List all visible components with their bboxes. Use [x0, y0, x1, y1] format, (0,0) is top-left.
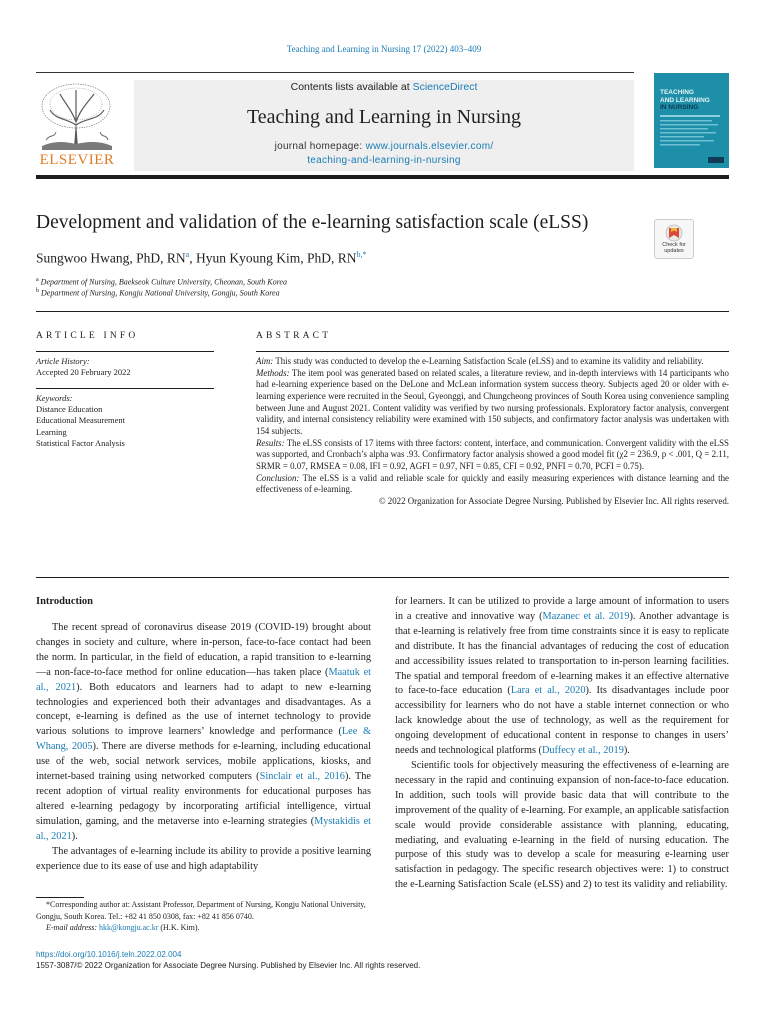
corresponding-author-footnote [36, 899, 371, 934]
check-for-updates-icon [655, 222, 693, 244]
corresponding-author-text: *Corresponding author at: Assistant Professor, Department of Nursing, Kongju National University, Gongju, South Korea. Tel.: +82 41 850 0308, fax: +82 41 856 0740. [36, 900, 366, 921]
keyword-item: Distance Education [36, 404, 103, 415]
left-paragraph-2: The advantages of e-learning include its ability to provide a positive learning experience due to its ease of use and high adaptability [36, 845, 371, 872]
email-link[interactable]: hkk@kongju.ac.kr [99, 923, 159, 932]
homepage-prefix: journal homepage: [274, 141, 366, 152]
methods-label: Methods: [256, 367, 290, 378]
article-info-top-rule [36, 311, 729, 312]
text-run: ). Both educators and learners had to adapt to new e-learning technologies and experienced both their advantages and disadvantages. As a concept, e-learning is defined as the use of internet technology to provide various solutions to improve learners’ knowledge and performance ( [36, 681, 371, 738]
abstract-methods [256, 368, 729, 438]
text-run: The recent spread of coronavirus disease 2019 (COVID-19) brought about changes in society and culture, where in-person, face-to-face contact had been the norm. In particular, in the field of education, a rapid transition to e-learning—a non-face-to-face method for online education—has taken place ( [36, 622, 371, 678]
conclusion-label: Conclusion: [256, 472, 300, 483]
journal-title: Teaching and Learning in Nursing [246, 106, 522, 128]
results-label: Results: [256, 437, 285, 448]
article-info-rule-2 [36, 388, 214, 389]
author-1-name: Sungwoo Hwang, PhD, RN [36, 250, 186, 266]
homepage-link-part-2[interactable]: teaching-and-learning-in-nursing [307, 155, 461, 166]
citation-link[interactable]: Mystakidis et al., 2021 [36, 815, 371, 842]
text-run: ). The recent adoption of virtual reality environments for educational purposes has altered e-learning pedagogy by incorporating artificial intelligence, virtual simulation, gaming, and the metaverse into e-learning strategies ( [36, 771, 371, 827]
footnote-rule [36, 897, 84, 898]
affiliation-b [36, 288, 280, 298]
text-run: ). Its disadvantages include poor accessibility for learners who do not have a stable internet connection or who lack knowledge about the use of technology, as well as the requirement for ongoing development of educational content in response to changes in users’ needs and technological platforms ( [395, 685, 729, 757]
contents-prefix: Contents lists available at [290, 81, 413, 93]
left-paragraph-1 [36, 621, 371, 845]
body-right-column [395, 595, 729, 893]
aim-label: Aim: [256, 356, 274, 366]
citation-link[interactable]: Maatuk et al., 2021 [36, 666, 371, 693]
affiliation-a-mark: a [36, 277, 39, 283]
sciencedirect-link[interactable]: ScienceDirect [412, 81, 478, 93]
keywords-block [36, 393, 216, 449]
check-for-updates-label: Check for updates [662, 242, 686, 254]
journal-cover-thumbnail[interactable] [654, 73, 729, 168]
citation-link[interactable]: Sinclair et al., 2016 [259, 771, 345, 783]
affiliation-a [36, 277, 287, 287]
results-text: The eLSS consists of 17 items with three factors: content, interface, and communication. Convergent validity with the eLSS was supported, and Cronbach’s alpha was .93. Confirmatory factor analysis showed a good model fit (χ2 = 236.9, p < .001, Q = 2.11, SRMR = 0.07, RMSEA = 0.08, IFI = 0.92, AGFI = 0.97, NFI = 0.85, CFI = 0.92, PNFI = 0.70, PCFI = 0.75). [256, 437, 729, 471]
citation-link[interactable]: Mazanec et al. 2019 [542, 610, 630, 622]
journal-homepage [134, 140, 634, 168]
text-run: ). Another advantage is that e-learning is relatively free from time constraints since it is easy to replicate and distribute. It has the financial advantages of reducing the cost of education and accessibility issues related to transportation to in-person learning facilities. The spatial and temporal freedom of e-learning makes it an effective alternative to face-to-face education ( [395, 610, 729, 697]
author-1-affiliation-mark[interactable]: a [185, 250, 190, 259]
aim-text: This study was conducted to develop the e-Learning Satisfaction Scale (eLSS) and to examine its validity and reliability. [273, 356, 704, 366]
abstract-bottom-rule [36, 577, 729, 578]
abstract-results [256, 438, 729, 473]
email-label: E-mail address: [46, 923, 100, 932]
abstract-rule [256, 351, 729, 352]
history-label: Article History: [36, 356, 90, 366]
abstract-conclusion [256, 473, 729, 496]
article-info-heading: ARTICLE INFO [36, 331, 139, 341]
affiliation-a-text: Department of Nursing, Baekseok Culture University, Cheonan, South Korea [40, 277, 287, 287]
conclusion-text: The eLSS is a valid and reliable scale for quickly and easily measuring experiences with distance learning and the effectiveness of e-learning. [256, 472, 729, 495]
history-value: Accepted 20 February 2022 [36, 367, 131, 378]
abstract-heading: ABSTRACT [256, 331, 332, 341]
header-top-rule [36, 72, 634, 73]
author-list [36, 250, 366, 267]
text-run: ). [71, 830, 78, 842]
author-separator: , [189, 250, 196, 266]
elsevier-wordmark: ELSEVIER [39, 152, 115, 168]
header-bottom-rule [36, 175, 729, 179]
cover-text-lines [654, 73, 729, 168]
article-title: Development and validation of the e-learning satisfaction scale (eLSS) [36, 212, 589, 233]
check-for-updates-badge[interactable] [654, 219, 694, 259]
methods-text: The item pool was generated based on related scales, a literature review, and in-depth interviews with 14 participants who had e-learning experience based on the DeLone and McLean information system success theory. Subjects aged 20 or older with e-learning experience were recruited in the Seoul, Gyeonggi, and Chungcheong provinces of South Korea using convenience sampling between June and August 2021. Content validity was verified by two nursing professionals. Exploratory factor analysis, convergent validity, and internal consistency reliability were examined with 150 subjects, and confirmatory factor analysis was undertaken with 154 subjects. [256, 367, 729, 436]
keyword-item: Learning [36, 426, 67, 437]
right-paragraph-2: Scientific tools for objectively measuring the effectiveness of e-learning are necessary in the rapid and continuing expansion of non-face-to-face education. In addition, such tools will provide basic data that will contribute to the improvement of the quality of e-learning. For example, an applicable satisfaction scale would provide considerable assistance with planning, educating, mediating, and evaluating e-learning in the field of nursing education. The purpose of this study was to develop a scale for measuring e-learning user satisfaction in pedagogy. The specific research objectives were: 1) to construct the e-Learning Satisfaction Scale (eLSS) and 2) to test its validity and reliability. [395, 759, 729, 891]
article-history [36, 356, 216, 378]
abstract-aim [256, 356, 729, 368]
keywords-label: Keywords: [36, 393, 73, 403]
homepage-link-part-1[interactable]: www.journals.elsevier.com/ [365, 141, 494, 152]
right-paragraph-1 [395, 595, 729, 759]
text-run: ). [623, 745, 630, 757]
citation-link[interactable]: Lara et al., 2020 [510, 685, 586, 697]
affiliation-b-mark: b [36, 288, 39, 294]
author-2-affiliation-mark[interactable]: b,* [356, 250, 367, 259]
cover-line-2: AND LEARNING [660, 96, 710, 104]
cover-line-1: TEACHING [660, 89, 694, 96]
email-suffix: (H.K. Kim). [158, 923, 200, 932]
doi-link[interactable]: https://doi.org/10.1016/j.teln.2022.02.004 [36, 950, 182, 959]
author-2-name: Hyun Kyoung Kim, PhD, RN [195, 250, 357, 266]
citation-link[interactable]: Lee & Whang, 2005 [36, 726, 371, 753]
journal-reference[interactable]: Teaching and Learning in Nursing 17 (2022) 403–409 [286, 44, 482, 54]
text-run: for learners. It can be utilized to provide a large amount of information to users in a creative and innovative way ( [395, 596, 729, 622]
citation-link[interactable]: Duffecy et al., 2019 [541, 745, 624, 757]
text-run: ). There are diverse methods for e-learning, including educational use of the web, social network services, mobile applications, kiosks, and internet-based training using networked computers ( [36, 741, 371, 783]
keyword-item: Statistical Factor Analysis [36, 437, 125, 448]
article-info-rule-1 [36, 351, 214, 352]
abstract-copyright: © 2022 Organization for Associate Degree Nursing. Published by Elsevier Inc. All rights reserved. [378, 495, 729, 506]
abstract-body [256, 356, 729, 508]
body-left-column [36, 621, 371, 874]
introduction-heading: Introduction [36, 596, 93, 607]
contents-line [134, 81, 634, 93]
issn-copyright: 1557-3087/© 2022 Organization for Associate Degree Nursing. Published by Elsevier Inc. All rights reserved. [36, 961, 421, 970]
email-line [36, 922, 371, 934]
cover-line-3: IN NURSING [660, 104, 699, 111]
keyword-item: Educational Measurement [36, 415, 125, 426]
affiliation-b-text: Department of Nursing, Kongju National University, Gongju, South Korea [41, 288, 280, 298]
